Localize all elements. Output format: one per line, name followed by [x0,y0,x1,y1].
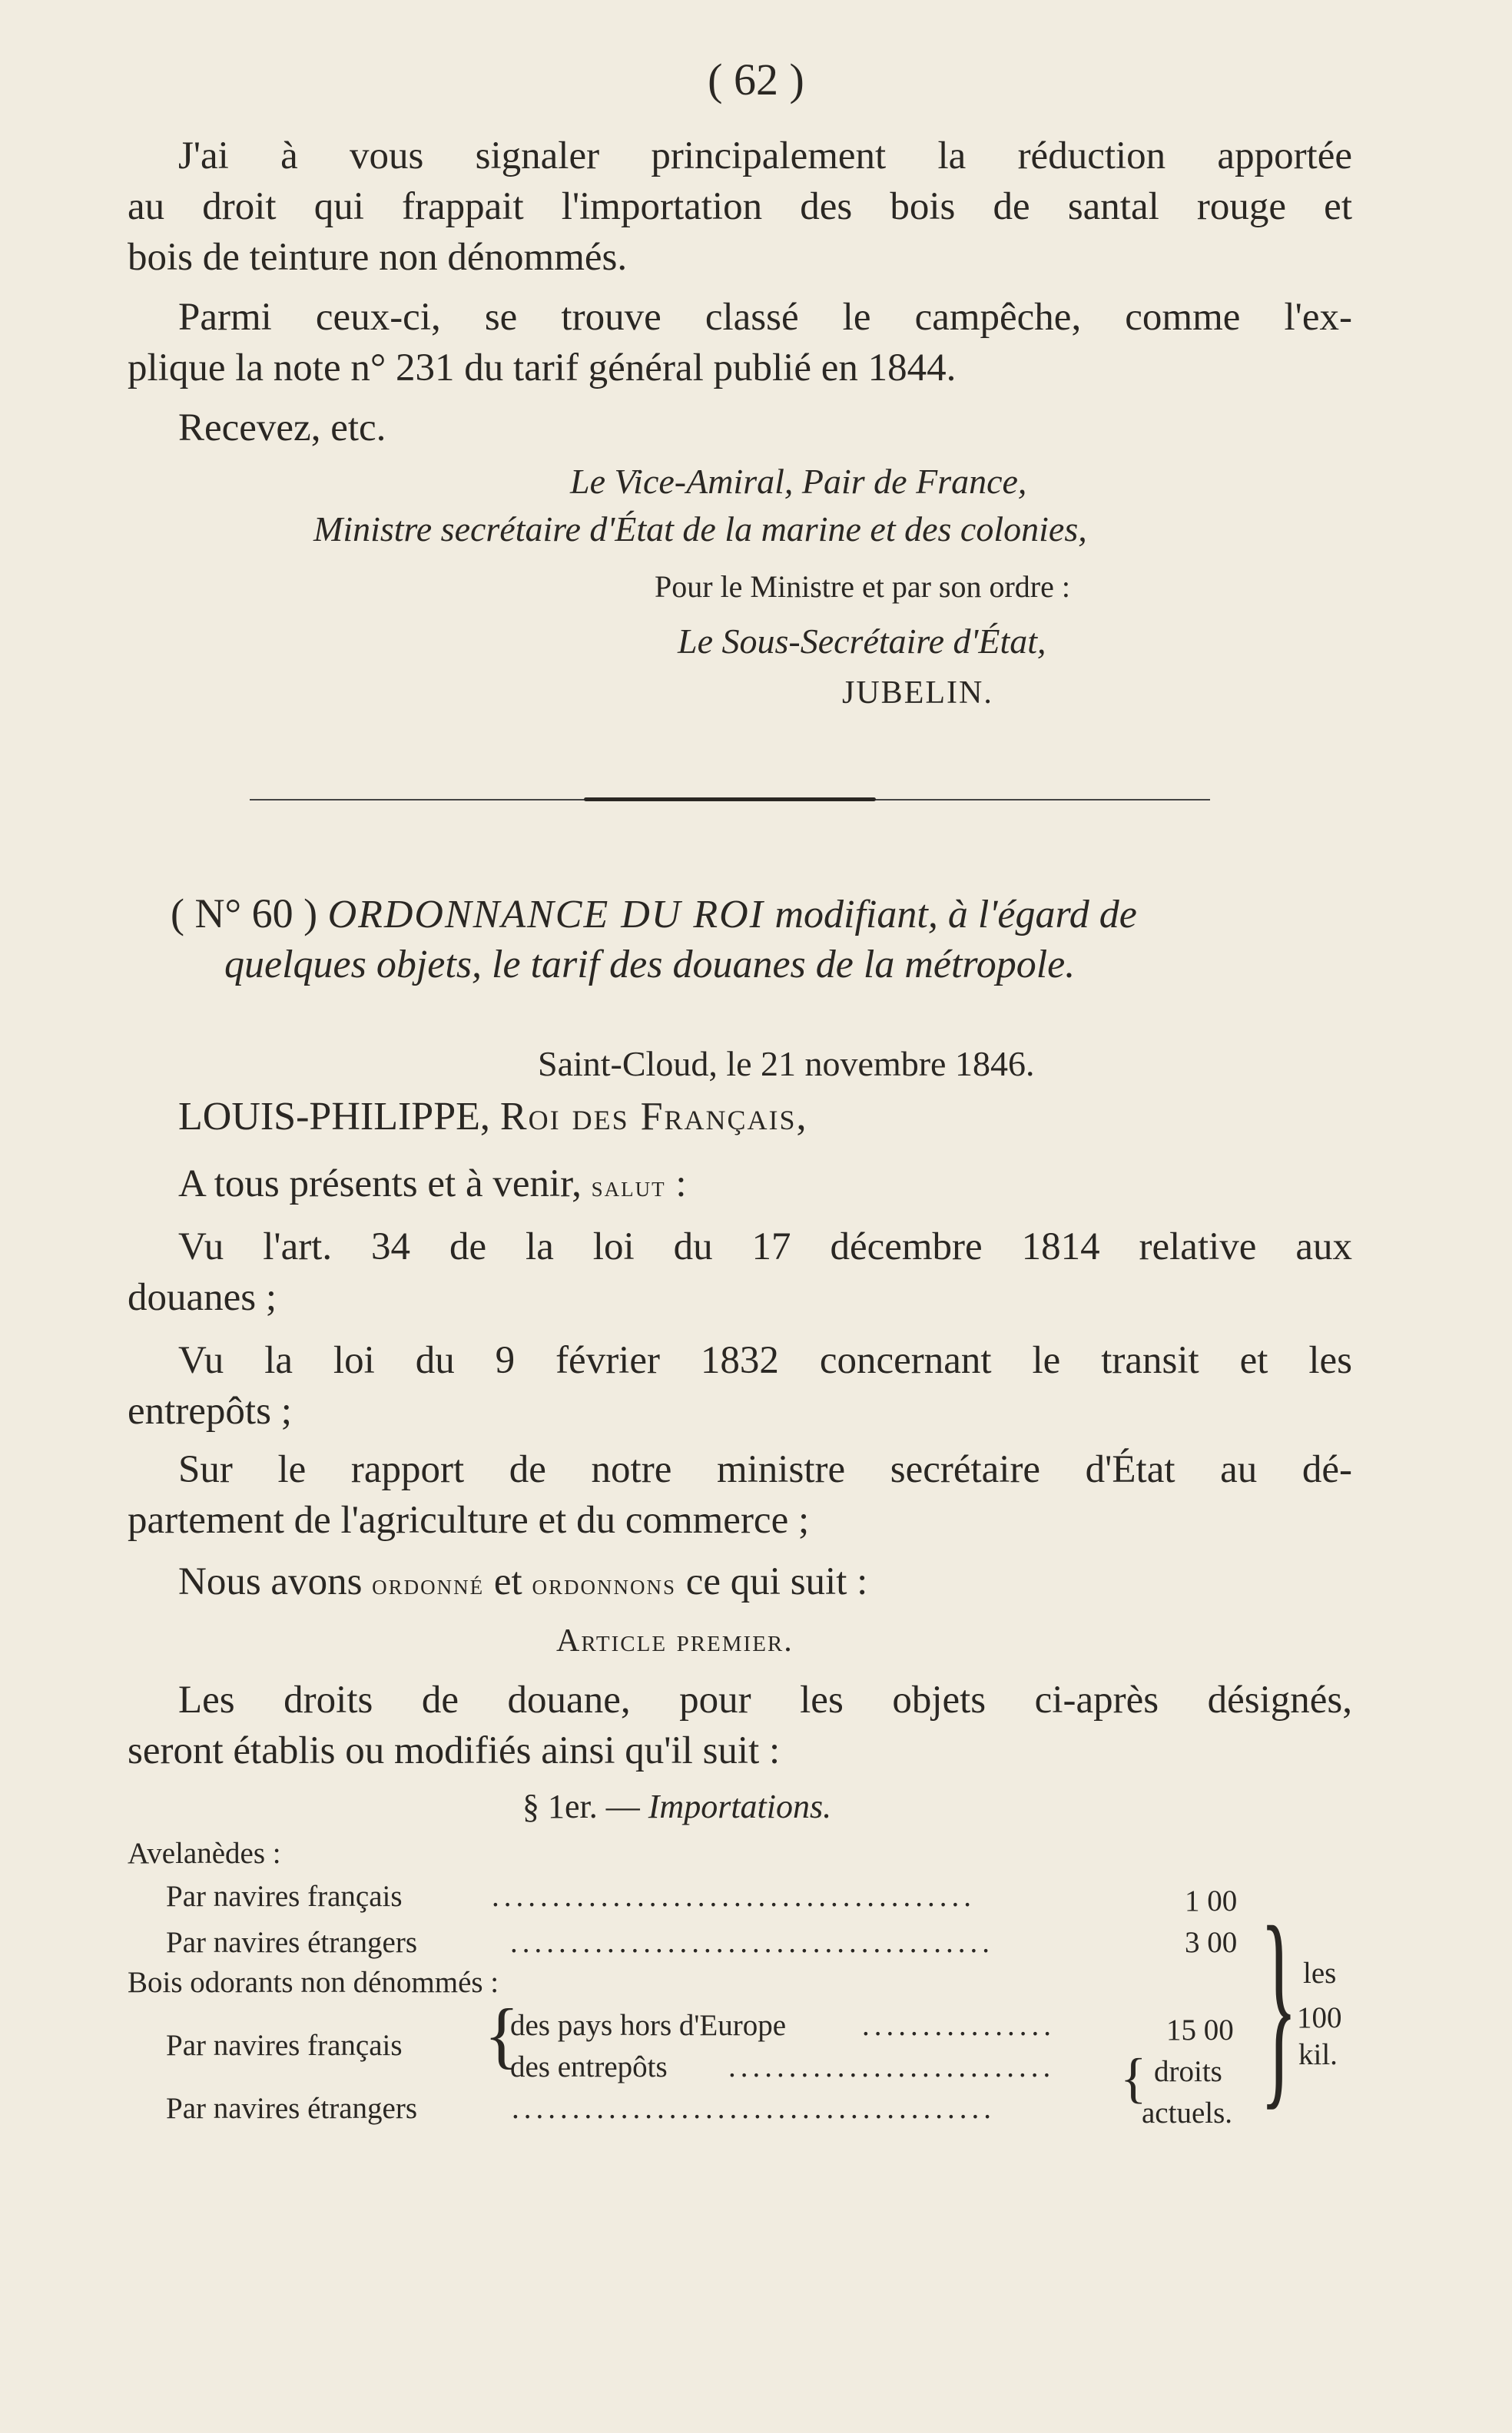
king-line [178,1094,808,1139]
ordonnance-number: ( N° 60 ) [171,890,318,936]
table-leader-dots: ........................................ [510,1926,994,1959]
table-row-label: Par navires étrangers [166,1926,418,1959]
salut-colon: : [675,1162,687,1205]
brace-right: } [1260,1881,1298,2128]
paragraph-line: Recevez, etc. [178,406,386,449]
unit-100: 100 [1297,2001,1342,2034]
signature-title: Le Vice-Amiral, Pair de France, [570,462,1027,501]
king-title: Roi des Français, [499,1095,808,1139]
table-row-value: 3 00 [1185,1926,1238,1959]
vu-line: Vu l'art. 34 de la loi du 17 décembre 1814 relative aux [178,1225,1352,1268]
table-row-label: Par navires étrangers [166,2092,418,2125]
ordonnance-title-line2: quelques objets, le tarif des douanes de la métropole. [224,943,1076,986]
table-row-value: droits [1154,2055,1222,2088]
paragraph-line: plique la note n° 231 du tarif général publié en 1844. [128,346,957,389]
table-subrow-label: des pays hors d'Europe [510,2009,787,2042]
nous-et: et [493,1560,522,1603]
table-row-value: 15 00 [1166,2014,1234,2047]
salut-word: salut [591,1171,666,1203]
section-heading [522,1787,831,1826]
nous-ordonne: ordonné [372,1569,485,1601]
nous-ordonnons: ordonnons [532,1569,676,1601]
signature-sous-secretaire: Le Sous-Secrétaire d'État, [678,622,1046,661]
nous-line [178,1556,867,1610]
signature-ministry: Ministre secrétaire d'État de la marine et des colonies, [313,509,1087,549]
ordonnance-title: ORDONNANCE DU ROI [327,893,764,936]
unit-kil: kil. [1298,2038,1338,2071]
signature-name: JUBELIN. [842,675,993,711]
table-leader-dots: ........................................ [512,2092,996,2125]
table-subrow-label: des entrepôts [510,2050,668,2083]
nous-suit: ce qui suit : [685,1560,868,1603]
table-leader-dots: ........................................ [492,1880,976,1913]
brace-left: { [484,1994,520,2076]
droits-line: seront établis ou modifiés ainsi qu'il suit : [128,1729,781,1772]
table-row-value: 1 00 [1185,1884,1238,1918]
table-leader-dots: ................ [862,2009,1056,2042]
dateline: Saint-Cloud, le 21 novembre 1846. [538,1044,1035,1083]
ordonnance-heading [171,890,1137,937]
paragraph-line: au droit qui frappait l'importation des bois de santal rouge et [128,185,1352,228]
king-name: LOUIS-PHILIPPE, [178,1095,490,1139]
brace-droits: { [1120,2047,1147,2109]
table-heading-bois: Bois odorants non dénommés : [128,1966,499,1999]
table-leader-dots: ........................... [728,2050,1056,2083]
vu-line: entrepôts ; [128,1390,292,1433]
droits-line: Les droits de douane, pour les objets ci-après désignés, [178,1679,1352,1722]
table-row-label: Par navires français [166,2029,403,2062]
nous-text: Nous avons [178,1560,363,1603]
salut-text: A tous présents et à venir, [178,1162,582,1205]
salut-line [178,1158,687,1212]
table-row-value: actuels. [1142,2097,1233,2130]
table-row-label: Par navires français [166,1880,403,1913]
paragraph-line: bois de teinture non dénommés. [128,236,628,279]
vu-line: partement de l'agriculture et du commerce ; [128,1499,810,1542]
vu-line: Sur le rapport de notre ministre secrétaire d'État au dé- [178,1448,1352,1491]
section-number: § 1er. — [522,1788,640,1825]
table-heading-avelanedes: Avelanèdes : [128,1837,281,1870]
paragraph-line: Parmi ceux-ci, se trouve classé le campêche, comme l'ex- [178,296,1352,339]
separator-rule-bold [584,797,876,801]
page-number: ( 62 ) [708,55,804,104]
signature-pour: Pour le Ministre et par son ordre : [655,569,1070,604]
vu-line: douanes ; [128,1276,277,1319]
paragraph-line: J'ai à vous signaler principalement la réduction apportée [178,134,1352,177]
article-heading: Article premier. [556,1623,794,1659]
ordonnance-title-cont: modifiant, à l'égard de [774,893,1137,936]
vu-line: Vu la loi du 9 février 1832 concernant le transit et les [178,1339,1352,1382]
section-title: Importations. [648,1788,832,1825]
unit-les: les [1303,1957,1337,1990]
